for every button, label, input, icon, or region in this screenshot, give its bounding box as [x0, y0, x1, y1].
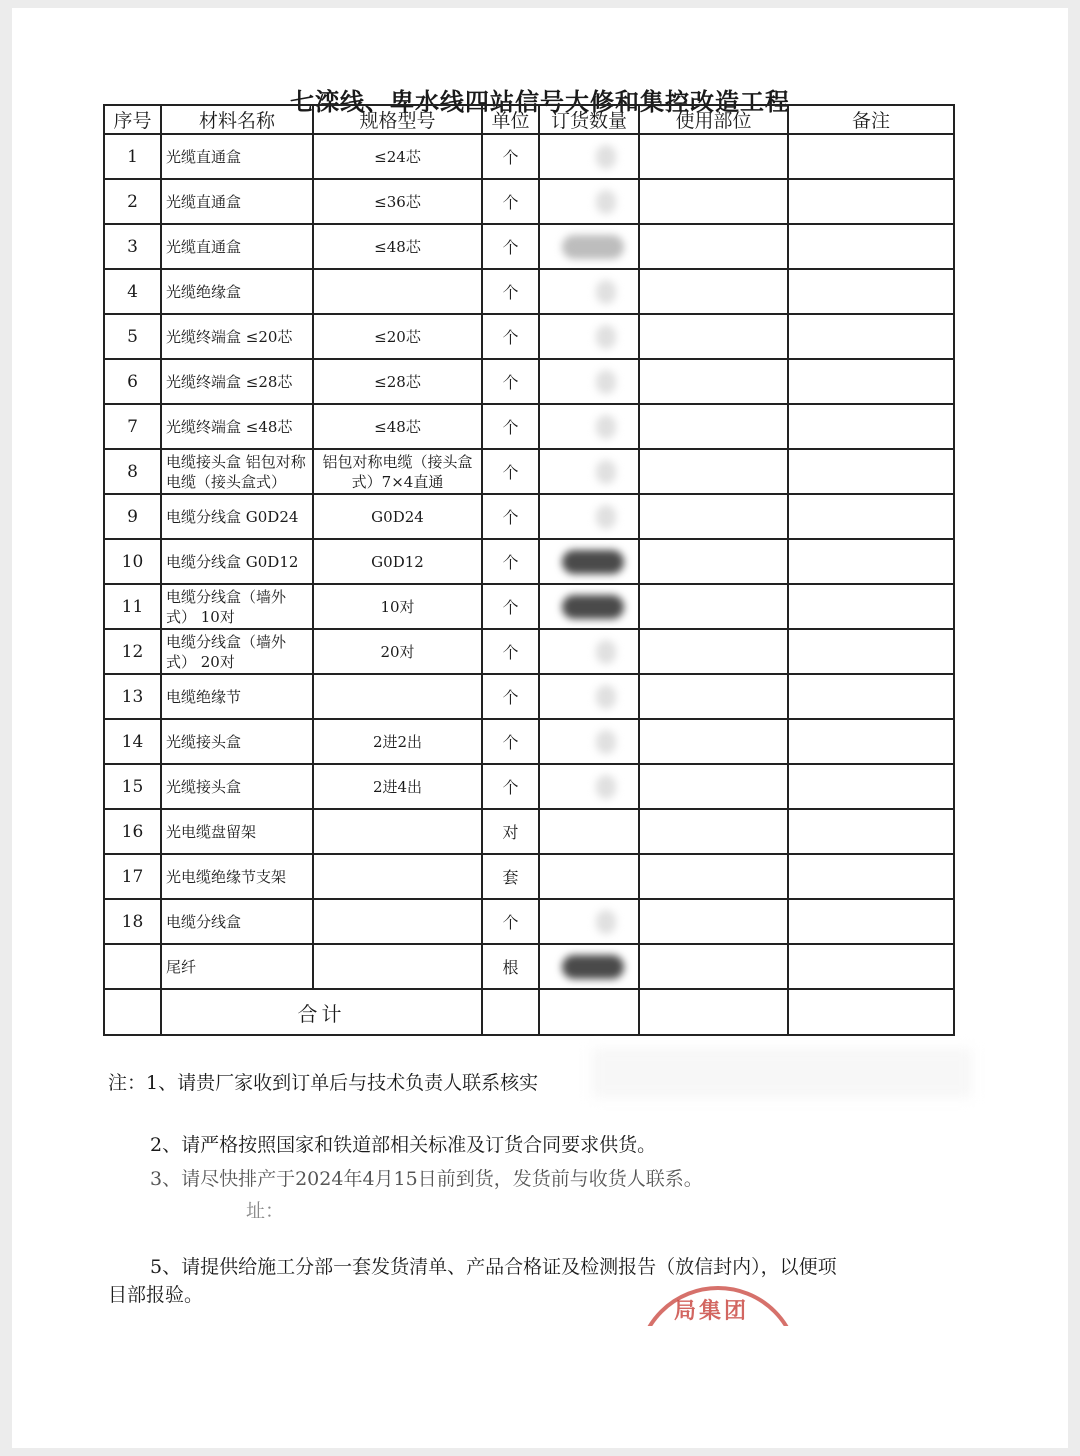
note-2: 2、请严格按照国家和铁道部相关标准及订货合同要求供货。 [150, 1134, 657, 1156]
row-material-name: 光缆终端盒 ≤28芯 [161, 359, 313, 404]
row-remark [788, 134, 954, 179]
table-row [104, 764, 954, 809]
row-qty [539, 629, 639, 674]
total-unit [482, 989, 539, 1035]
row-no: 9 [104, 494, 161, 539]
row-qty [539, 809, 639, 854]
row-no: 12 [104, 629, 161, 674]
redacted-quantity [596, 775, 616, 799]
note-5-continued: 目部报验。 [108, 1284, 204, 1306]
row-no [104, 944, 161, 989]
row-qty [539, 134, 639, 179]
row-usage [639, 539, 788, 584]
table-row [104, 314, 954, 359]
row-remark [788, 224, 954, 269]
redacted-quantity [596, 145, 616, 169]
row-remark [788, 854, 954, 899]
row-qty [539, 719, 639, 764]
row-qty [539, 854, 639, 899]
row-spec: ≤36芯 [313, 179, 482, 224]
row-usage [639, 314, 788, 359]
company-seal [636, 1286, 796, 1326]
row-remark [788, 359, 954, 404]
redacted-quantity [596, 730, 616, 754]
table-row [104, 854, 954, 899]
row-no: 16 [104, 809, 161, 854]
row-material-name: 光缆终端盒 ≤20芯 [161, 314, 313, 359]
row-spec: 10对 [313, 584, 482, 629]
total-row [104, 989, 954, 1035]
row-qty [539, 674, 639, 719]
note-5: 5、请提供给施工分部一套发货清单、产品合格证及检测报告（放信封内），以便项 [150, 1256, 837, 1278]
row-material-name: 光缆直通盒 [161, 134, 313, 179]
row-spec [313, 944, 482, 989]
table-row [104, 809, 954, 854]
redacted-area [592, 1048, 972, 1098]
row-remark [788, 404, 954, 449]
row-no: 6 [104, 359, 161, 404]
table-row [104, 584, 954, 629]
row-unit: 个 [482, 359, 539, 404]
row-material-name: 电缆分线盒 G0D12 [161, 539, 313, 584]
table-row [104, 899, 954, 944]
row-qty [539, 584, 639, 629]
total-qty [539, 989, 639, 1035]
row-material-name: 光缆直通盒 [161, 179, 313, 224]
row-unit: 个 [482, 404, 539, 449]
total-usage [639, 989, 788, 1035]
row-remark [788, 899, 954, 944]
row-unit: 套 [482, 854, 539, 899]
row-spec: G0D12 [313, 539, 482, 584]
row-no: 17 [104, 854, 161, 899]
row-spec: 20对 [313, 629, 482, 674]
row-unit: 个 [482, 674, 539, 719]
row-unit: 个 [482, 719, 539, 764]
row-material-name: 电缆接头盒 铝包对称电缆（接头盒式） [161, 449, 313, 494]
row-no: 18 [104, 899, 161, 944]
row-no: 4 [104, 269, 161, 314]
row-usage [639, 269, 788, 314]
row-spec: G0D24 [313, 494, 482, 539]
row-spec [313, 899, 482, 944]
row-spec: 2进2出 [313, 719, 482, 764]
row-spec [313, 269, 482, 314]
row-usage [639, 899, 788, 944]
redacted-quantity [562, 595, 624, 619]
redacted-quantity [596, 505, 616, 529]
row-material-name: 电缆分线盒 G0D24 [161, 494, 313, 539]
row-material-name: 光缆直通盒 [161, 224, 313, 269]
table-row [104, 359, 954, 404]
row-usage [639, 584, 788, 629]
row-unit: 根 [482, 944, 539, 989]
row-remark [788, 674, 954, 719]
row-no: 10 [104, 539, 161, 584]
row-qty [539, 224, 639, 269]
row-unit: 个 [482, 224, 539, 269]
row-remark [788, 584, 954, 629]
row-unit: 个 [482, 269, 539, 314]
row-material-name: 尾纤 [161, 944, 313, 989]
row-no: 14 [104, 719, 161, 764]
total-label: 合计 [161, 989, 482, 1035]
redacted-quantity [562, 235, 624, 259]
row-qty [539, 449, 639, 494]
table-row [104, 539, 954, 584]
redacted-quantity [596, 640, 616, 664]
row-qty [539, 494, 639, 539]
total-remark [788, 989, 954, 1035]
redacted-quantity [562, 955, 624, 979]
row-unit: 个 [482, 584, 539, 629]
header-name: 材料名称 [161, 105, 313, 134]
row-qty [539, 764, 639, 809]
row-qty [539, 899, 639, 944]
row-usage [639, 224, 788, 269]
row-remark [788, 314, 954, 359]
row-usage [639, 449, 788, 494]
table-row [104, 629, 954, 674]
row-material-name: 光电缆绝缘节支架 [161, 854, 313, 899]
row-remark [788, 809, 954, 854]
header-no: 序号 [104, 105, 161, 134]
row-usage [639, 359, 788, 404]
row-usage [639, 629, 788, 674]
row-no: 8 [104, 449, 161, 494]
row-usage [639, 674, 788, 719]
row-material-name: 电缆分线盒（墙外式） 20对 [161, 629, 313, 674]
table-row [104, 944, 954, 989]
table-row [104, 224, 954, 269]
redacted-quantity [596, 280, 616, 304]
redacted-quantity [596, 415, 616, 439]
row-usage [639, 404, 788, 449]
order-table [103, 104, 955, 1036]
row-no: 15 [104, 764, 161, 809]
header-qty: 订货数量 [539, 105, 639, 134]
row-spec: ≤20芯 [313, 314, 482, 359]
row-spec: ≤48芯 [313, 224, 482, 269]
row-qty [539, 314, 639, 359]
row-remark [788, 764, 954, 809]
row-unit: 个 [482, 764, 539, 809]
row-qty [539, 269, 639, 314]
redacted-quantity [596, 685, 616, 709]
row-remark [788, 719, 954, 764]
row-no: 11 [104, 584, 161, 629]
header-usage: 使用部位 [639, 105, 788, 134]
row-usage [639, 764, 788, 809]
row-unit: 个 [482, 494, 539, 539]
row-no: 1 [104, 134, 161, 179]
row-material-name: 光缆终端盒 ≤48芯 [161, 404, 313, 449]
row-qty [539, 404, 639, 449]
row-qty [539, 944, 639, 989]
row-remark [788, 179, 954, 224]
row-usage [639, 179, 788, 224]
table-row [104, 179, 954, 224]
row-spec [313, 674, 482, 719]
row-remark [788, 494, 954, 539]
note-1: 注：1、请贵厂家收到订单后与技术负责人联系核实 [108, 1072, 539, 1094]
row-qty [539, 539, 639, 584]
row-material-name: 光缆绝缘盒 [161, 269, 313, 314]
header-remark: 备注 [788, 105, 954, 134]
row-remark [788, 269, 954, 314]
row-material-name: 电缆分线盒（墙外式） 10对 [161, 584, 313, 629]
row-unit: 个 [482, 314, 539, 359]
row-usage [639, 809, 788, 854]
table-row [104, 269, 954, 314]
row-spec: 铝包对称电缆（接头盒式）7×4直通 [313, 449, 482, 494]
row-usage [639, 944, 788, 989]
redacted-quantity [596, 370, 616, 394]
row-usage [639, 134, 788, 179]
redacted-quantity [596, 460, 616, 484]
row-usage [639, 494, 788, 539]
note-4: 址： [246, 1200, 285, 1222]
document-title: 七滦线、卑水线四站信号大修和集控改造工程 [290, 87, 790, 116]
table-row [104, 494, 954, 539]
row-spec [313, 809, 482, 854]
row-remark [788, 629, 954, 674]
row-remark [788, 944, 954, 989]
table-header-row [104, 105, 954, 134]
seal-text: 局集团 [674, 1298, 750, 1324]
table-row [104, 674, 954, 719]
row-unit: 个 [482, 539, 539, 584]
row-material-name: 电缆绝缘节 [161, 674, 313, 719]
row-no: 7 [104, 404, 161, 449]
total-no [104, 989, 161, 1035]
row-unit: 个 [482, 629, 539, 674]
table-row [104, 404, 954, 449]
row-qty [539, 359, 639, 404]
row-material-name: 光缆接头盒 [161, 764, 313, 809]
row-remark [788, 449, 954, 494]
row-unit: 对 [482, 809, 539, 854]
row-unit: 个 [482, 134, 539, 179]
row-remark [788, 539, 954, 584]
row-spec: 2进4出 [313, 764, 482, 809]
row-qty [539, 179, 639, 224]
row-material-name: 光电缆盘留架 [161, 809, 313, 854]
row-spec [313, 854, 482, 899]
table-row [104, 719, 954, 764]
row-spec: ≤24芯 [313, 134, 482, 179]
row-material-name: 光缆接头盒 [161, 719, 313, 764]
row-spec: ≤48芯 [313, 404, 482, 449]
header-unit: 单位 [482, 105, 539, 134]
row-unit: 个 [482, 899, 539, 944]
note-3: 3、请尽快排产于2024年4月15日前到货，发货前与收货人联系。 [150, 1168, 703, 1190]
row-no: 3 [104, 224, 161, 269]
row-usage [639, 719, 788, 764]
header-spec: 规格型号 [313, 105, 482, 134]
table-row [104, 449, 954, 494]
row-no: 2 [104, 179, 161, 224]
row-spec: ≤28芯 [313, 359, 482, 404]
row-usage [639, 854, 788, 899]
redacted-quantity [562, 550, 624, 574]
redacted-quantity [596, 190, 616, 214]
row-unit: 个 [482, 179, 539, 224]
table-row [104, 134, 954, 179]
row-no: 13 [104, 674, 161, 719]
row-material-name: 电缆分线盒 [161, 899, 313, 944]
redacted-quantity [596, 910, 616, 934]
row-no: 5 [104, 314, 161, 359]
redacted-quantity [596, 325, 616, 349]
document-page [12, 8, 1068, 1448]
row-unit: 个 [482, 449, 539, 494]
